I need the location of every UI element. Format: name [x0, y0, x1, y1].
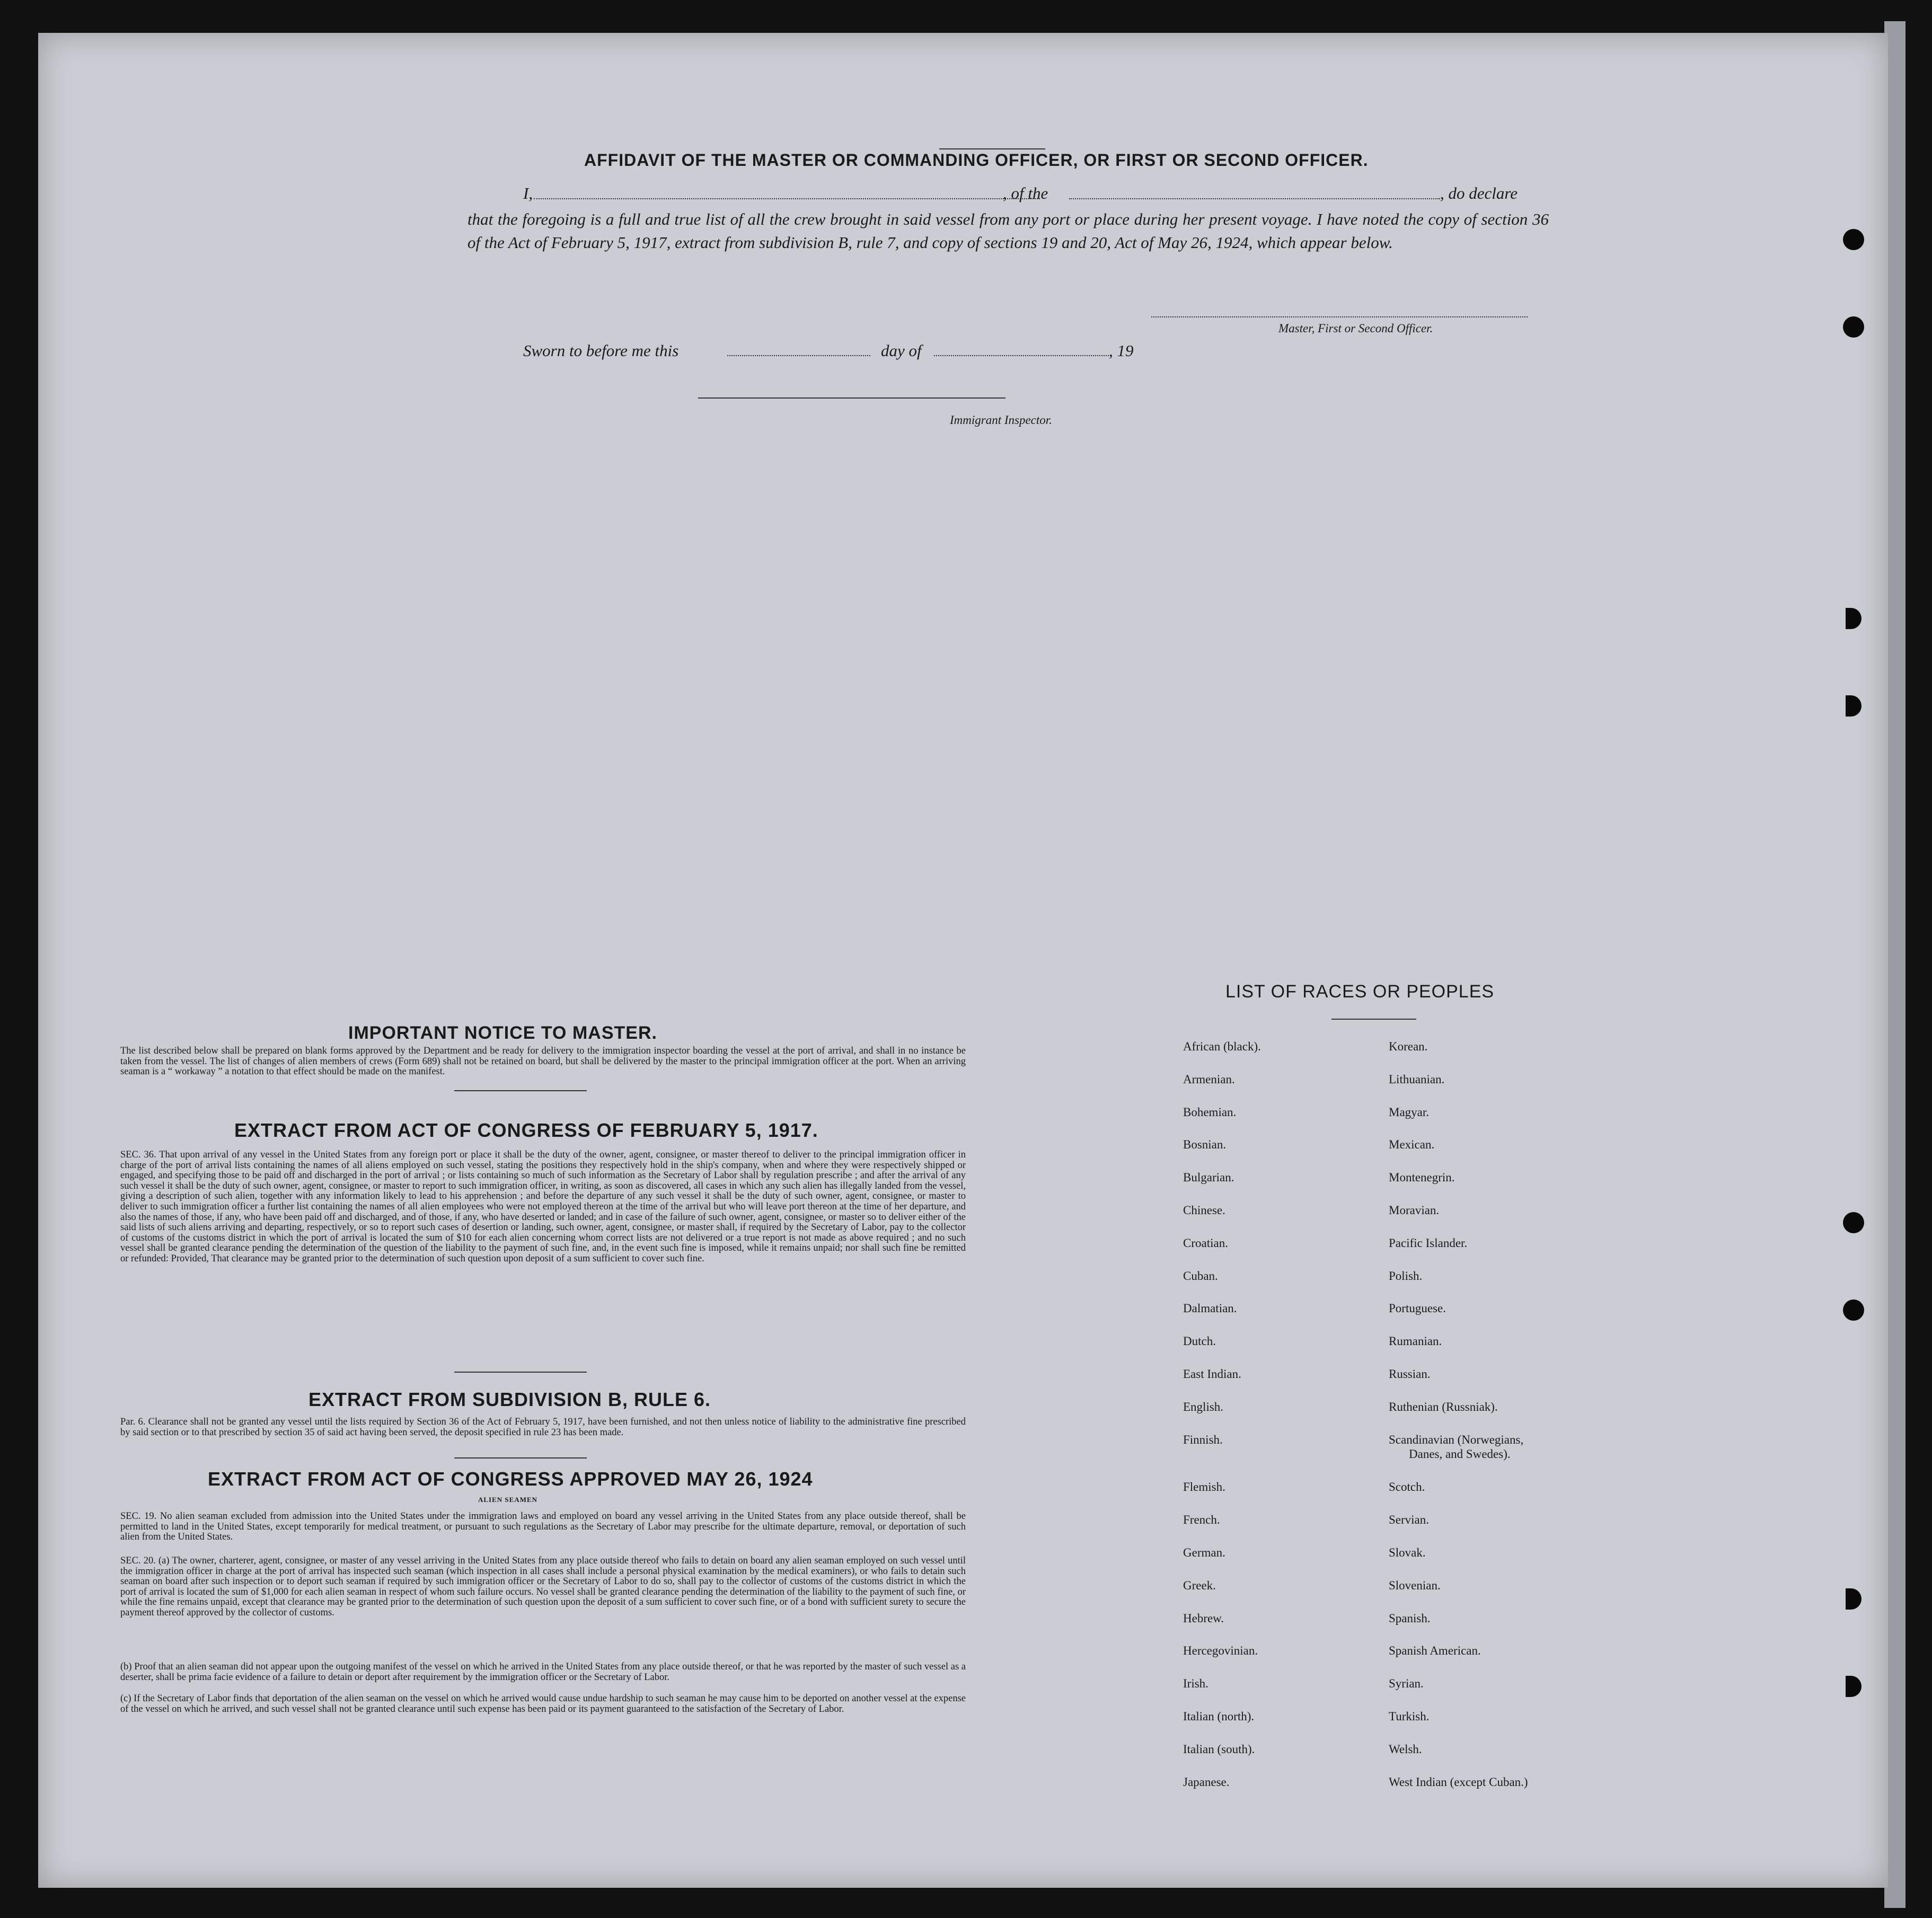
inspector-signature-line[interactable] [698, 397, 1005, 399]
race-item: Magyar. [1389, 1105, 1430, 1119]
race-item: Welsh. [1389, 1742, 1422, 1756]
inspector-caption: Immigrant Inspector. [950, 413, 1052, 427]
race-item: Montenegrin. [1389, 1171, 1455, 1185]
day-of-label: day of [881, 341, 922, 360]
race-item: Ruthenian (Russniak). [1389, 1400, 1498, 1413]
punch-hole [1843, 316, 1864, 338]
notice-title: IMPORTANT NOTICE TO MASTER. [348, 1023, 657, 1043]
race-item: Korean. [1389, 1040, 1428, 1053]
race-item: Greek. [1183, 1578, 1216, 1592]
race-item: German. [1183, 1546, 1225, 1559]
race-item: Lithuanian. [1389, 1072, 1445, 1086]
title-divider [939, 148, 1045, 149]
race-item: Italian (north). [1183, 1710, 1255, 1723]
races-title: LIST OF RACES OR PEOPLES [1225, 982, 1495, 1002]
race-item: Rumanian. [1389, 1334, 1442, 1348]
race-item: Turkish. [1389, 1710, 1430, 1723]
race-item: Italian (south). [1183, 1742, 1255, 1756]
sworn-label: Sworn to before me this [523, 341, 679, 360]
year-prefix: , 19 [1109, 341, 1134, 360]
race-item: Finnish. [1183, 1433, 1223, 1446]
divider [454, 1457, 587, 1459]
subdivision-title: EXTRACT FROM SUBDIVISION B, RULE 6. [308, 1389, 711, 1410]
name-field[interactable] [534, 198, 1040, 199]
subdivision-text: Par. 6. Clearance shall not be granted any vessel until the lists required by Section 36 of the Act of February 5, 1917, have been furnished, and not then unless notice of liability to the administrative fine prescribed by said section or to that prescribed by section 35 of said act having been served, the deposit specified in rule 23 has been made. [120, 1417, 966, 1438]
extract-1924-sec20c: (c) If the Secretary of Labor finds that deportation of the alien seaman on the vessel on which he arrived would cause undue hardship to such seaman he may cause him to be deported on another vessel at the expense of the vessel on which he arrived, and such vessel shall not be granted clearance until such expense has been paid or its payment guaranteed to the satisfaction of the Secretary of Labor. [120, 1693, 966, 1714]
extract-1924-sec20a: SEC. 20. (a) The owner, charterer, agent, consignee, or master of any vessel arriving in the United States from any place outside thereof who fails to detain on board any alien seaman employed on such vessel until the immigration officer in charge at the port of arrival has inspected such seaman (which inspection in all cases shall include a personal physical examination by the medical examiners), or who fails to detain such seaman on board after such inspection or to deport such seaman if required by such immigration officer or the Secretary of Labor to do so, shall pay to the collector of customs of the customs district in which the port of arrival is located the sum of $1,000 for each alien seaman in respect of whom such failure occurs. No vessel shall be granted clearance pending the determination of the liability to the payment of such fine, or while the fine remains unpaid, except that clearance may be granted prior to the determination of such question upon the deposit of a sum sufficient to cover such fine, or of a bond with sufficient surety to secure the payment thereof approved by the collector of customs. [120, 1555, 966, 1618]
race-item: Servian. [1389, 1513, 1430, 1527]
race-item: Bulgarian. [1183, 1171, 1234, 1185]
extract-1917-title: EXTRACT FROM ACT OF CONGRESS OF FEBRUARY 5, 1917. [234, 1119, 818, 1141]
extract-1924-sec20b: (b) Proof that an alien seaman did not appear upon the outgoing manifest of the vessel on which he arrived in the United States from any place outside thereof, or that he was reported by the master of such vessel as a deserter, shall be prima facie evidence of a failure to detain or deport after requirement by the immigration officer or the Secretary of Labor. [120, 1661, 966, 1683]
vessel-field[interactable] [1069, 198, 1440, 199]
race-item: Polish. [1389, 1269, 1423, 1283]
race-item: Spanish American. [1389, 1644, 1481, 1658]
divider [1331, 1019, 1416, 1020]
race-item: Bohemian. [1183, 1105, 1237, 1119]
document-page [38, 33, 1888, 1888]
race-item: East Indian. [1183, 1367, 1241, 1381]
race-item: Bosnian. [1183, 1138, 1227, 1152]
race-item: Danes, and Swedes). [1409, 1447, 1511, 1461]
affidavit-declaration: that the foregoing is a full and true list of all the crew brought in said vessel from any port or place during her present voyage. I have noted the copy of section 36 of the Act of February 5, 1917, extract from subdivision B, rule 7, and copy of sections 19 and 20, Act of May 26, 1924, which appear below. [467, 210, 1549, 252]
race-item: Armenian. [1183, 1072, 1235, 1086]
divider [454, 1090, 587, 1091]
punch-hole [1843, 229, 1864, 250]
race-item: Japanese. [1183, 1775, 1230, 1789]
race-item: Hercegovinian. [1183, 1644, 1258, 1658]
race-item: Slovenian. [1389, 1578, 1441, 1592]
race-item: Slovak. [1389, 1546, 1426, 1559]
race-item: Dalmatian. [1183, 1302, 1237, 1315]
notice-text: The list described below shall be prepared on blank forms approved by the Department and be ready for delivery to the immigration inspector boarding the vessel at the port of arrival, and shall in no instance be taken from the vessel. The list of changes of alien members of crews (Form 689) shall not be retained on board, but shall be delivered by the master to the principal immigration officer at the port. When an arriving seaman is a “ workaway ” a notation to that effect should be made on the manifest. [120, 1046, 966, 1077]
extract-1924-title: EXTRACT FROM ACT OF CONGRESS APPROVED MAY 26, 1924 [208, 1468, 813, 1490]
race-item: Croatian. [1183, 1236, 1228, 1250]
punch-hole [1843, 1212, 1864, 1233]
race-item: Hebrew. [1183, 1611, 1224, 1625]
divider [454, 1372, 587, 1373]
extract-1917-text: SEC. 36. That upon arrival of any vessel in the United States from any foreign port or place it shall be the duty of the owner, agent, consignee, or master thereof to deliver to the principal immigration officer in charge of the port of arrival lists containing the names of all aliens employed on such vessel, stating the positions they respectively hold in the ship's company, when and where they were respectively shipped or engaged, and specifying those to be paid off and discharged in the port of arrival ; or lists containing so much of such information as the Secretary of Labor shall by regulation prescribe ; and after the arrival of any such vessel it shall be the duty of such owner, agent, consignee, or master to report to such immigration officer, in writing, as soon as discovered, all cases in which any such alien has illegally landed from the vessel, giving a description of such alien, together with any information likely to lead to his apprehension ; and before the departure of any such vessel it shall be the duty of such owner, agent, consignee, or master to deliver to such immigration officer a further list containing the names of all alien employees who were not employed thereon at the time of the arrival but who will leave port thereon at the time of her departure, and also the names of those, if any, who have been paid off and discharged, and of those, if any, who have deserted or landed; and in case of the failure of such owner, agent, consignee, or master so to deliver either of the said lists of such aliens arriving and departing, respectively, or so to report such cases of desertion or landing, such owner, agent, consignee, or master shall, if required by the Secretary of Labor, pay to the collector of customs of the customs district in which the port of arrival is located the sum of $10 for each alien concerning whom correct lists are not delivered or a true report is not made as above required ; and no such vessel shall be granted clearance pending the determination of the question of the liability to the payment of such fine, and, in the event such fine is imposed, while it remains unpaid; nor shall such fine be remitted or refunded: Provided, That clearance may be granted prior to the determination of such question upon deposit of a sum sufficient to cover such fine. [120, 1150, 966, 1264]
race-item: Dutch. [1183, 1334, 1216, 1348]
sworn-day-field[interactable] [727, 355, 870, 356]
extract-1924-subtitle: ALIEN SEAMEN [478, 1496, 538, 1504]
race-item: Chinese. [1183, 1204, 1225, 1217]
race-item: Moravian. [1389, 1204, 1440, 1217]
affidavit-title: AFFIDAVIT OF THE MASTER OR COMMANDING OFFICER, OR FIRST OR SECOND OFFICER. [584, 151, 1369, 170]
punch-hole [1846, 608, 1862, 629]
race-item: Mexican. [1389, 1138, 1435, 1152]
race-item: Scandinavian (Norwegians, [1389, 1433, 1524, 1446]
punch-hole [1846, 695, 1862, 717]
sworn-month-field[interactable] [934, 355, 1109, 356]
affidavit-of-the: , of the [1003, 184, 1048, 202]
race-item: Irish. [1183, 1677, 1208, 1691]
affidavit-do-declare: , do declare [1440, 184, 1518, 202]
punch-hole [1846, 1588, 1862, 1610]
master-signature-line[interactable] [1151, 316, 1528, 317]
punch-hole [1846, 1676, 1862, 1697]
race-item: Pacific Islander. [1389, 1236, 1468, 1250]
affidavit-i-label: I, [523, 184, 533, 202]
punch-hole [1843, 1300, 1864, 1321]
race-item: English. [1183, 1400, 1224, 1413]
race-item: Russian. [1389, 1367, 1431, 1381]
race-item: Flemish. [1183, 1480, 1225, 1494]
race-item: Cuban. [1183, 1269, 1218, 1283]
race-item: Portuguese. [1389, 1302, 1446, 1315]
race-item: Syrian. [1389, 1677, 1424, 1691]
race-item: French. [1183, 1513, 1220, 1527]
race-item: West Indian (except Cuban.) [1389, 1775, 1528, 1789]
race-item: Scotch. [1389, 1480, 1425, 1494]
race-item: African (black). [1183, 1040, 1261, 1053]
extract-1924-sec19: SEC. 19. No alien seaman excluded from admission into the United States under the immigration laws and employed on board any vessel arriving in the United States from any place outside thereof, shall be permitted to land in the United States, except temporarily for medical treatment, or pursuant to such regulations as the Secretary of Labor may prescribe for the ultimate departure, removal, or deportation of such alien from the United States. [120, 1511, 966, 1543]
race-item: Spanish. [1389, 1611, 1431, 1625]
master-caption: Master, First or Second Officer. [1278, 322, 1433, 335]
